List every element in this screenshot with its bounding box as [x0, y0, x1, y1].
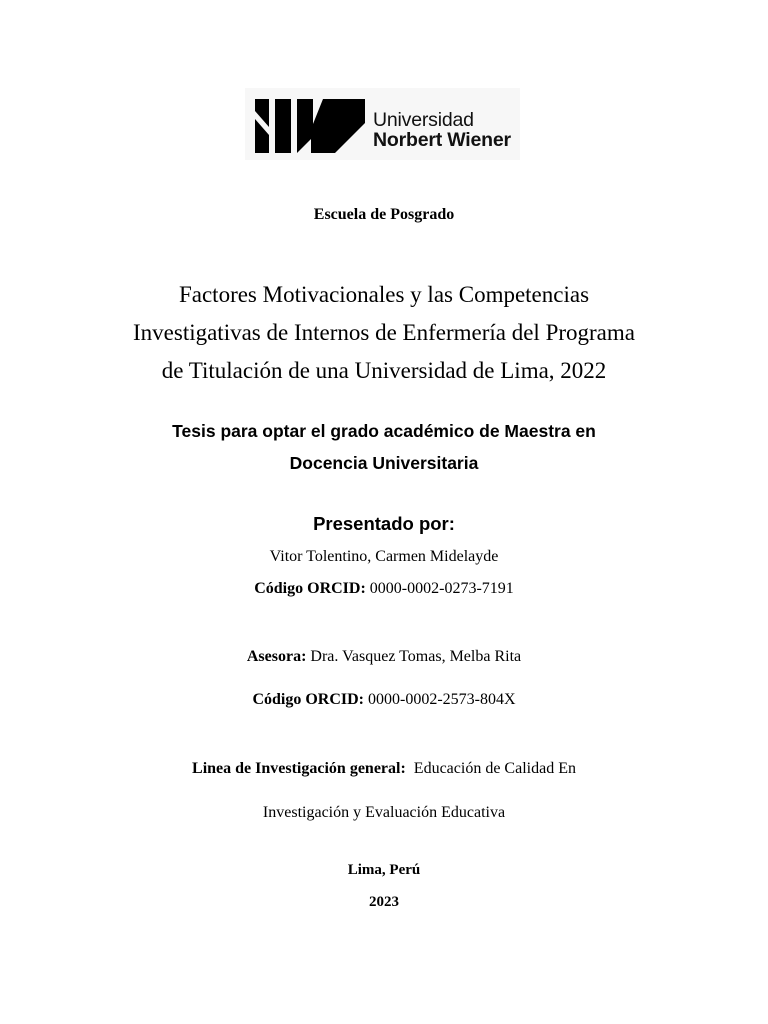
degree-line-2: Docencia Universitaria	[289, 453, 479, 473]
presented-by-heading: Presentado por:	[313, 513, 455, 534]
thesis-title-line-2: Investigativas de Internos de Enfermería del Programa	[133, 320, 635, 345]
wiener-logo-mark-icon	[253, 97, 365, 153]
research-line	[0, 760, 768, 778]
research-line-label: Linea de Investigación general:	[192, 760, 406, 777]
thesis-title-line-1: Factores Motivacionales y las Competencias	[178, 282, 590, 307]
author-name: Vitor Tolentino, Carmen Midelayde	[269, 548, 499, 565]
degree-line-1: Tesis para optar el grado académico de Maestra en	[172, 421, 596, 441]
author-orcid	[0, 580, 768, 598]
author-orcid-value: 0000-0002-0273-7191	[369, 580, 514, 597]
thesis-title-line-3: de Titulación de una Universidad de Lima, 2022	[161, 358, 607, 383]
year: 2023	[369, 894, 399, 910]
author-orcid-label: Código ORCID:	[254, 580, 366, 597]
advisor-orcid	[0, 691, 768, 709]
logo-wordmark	[373, 110, 511, 151]
logo-line-universidad: Universidad	[373, 109, 474, 131]
university-logo	[245, 88, 520, 160]
school-name: Escuela de Posgrado	[313, 206, 455, 223]
advisor-label: Asesora:	[246, 648, 307, 665]
research-line-value-2: Investigación y Evaluación Educativa	[262, 804, 506, 821]
place: Lima, Perú	[347, 862, 421, 878]
advisor-orcid-label: Código ORCID:	[252, 691, 364, 708]
advisor	[0, 648, 768, 666]
logo-line-norbert-wiener: Norbert Wiener	[373, 129, 511, 151]
advisor-name: Dra. Vasquez Tomas, Melba Rita	[310, 648, 522, 665]
advisor-orcid-value: 0000-0002-2573-804X	[368, 691, 516, 708]
research-line-value-1: Educación de Calidad En	[413, 760, 576, 777]
